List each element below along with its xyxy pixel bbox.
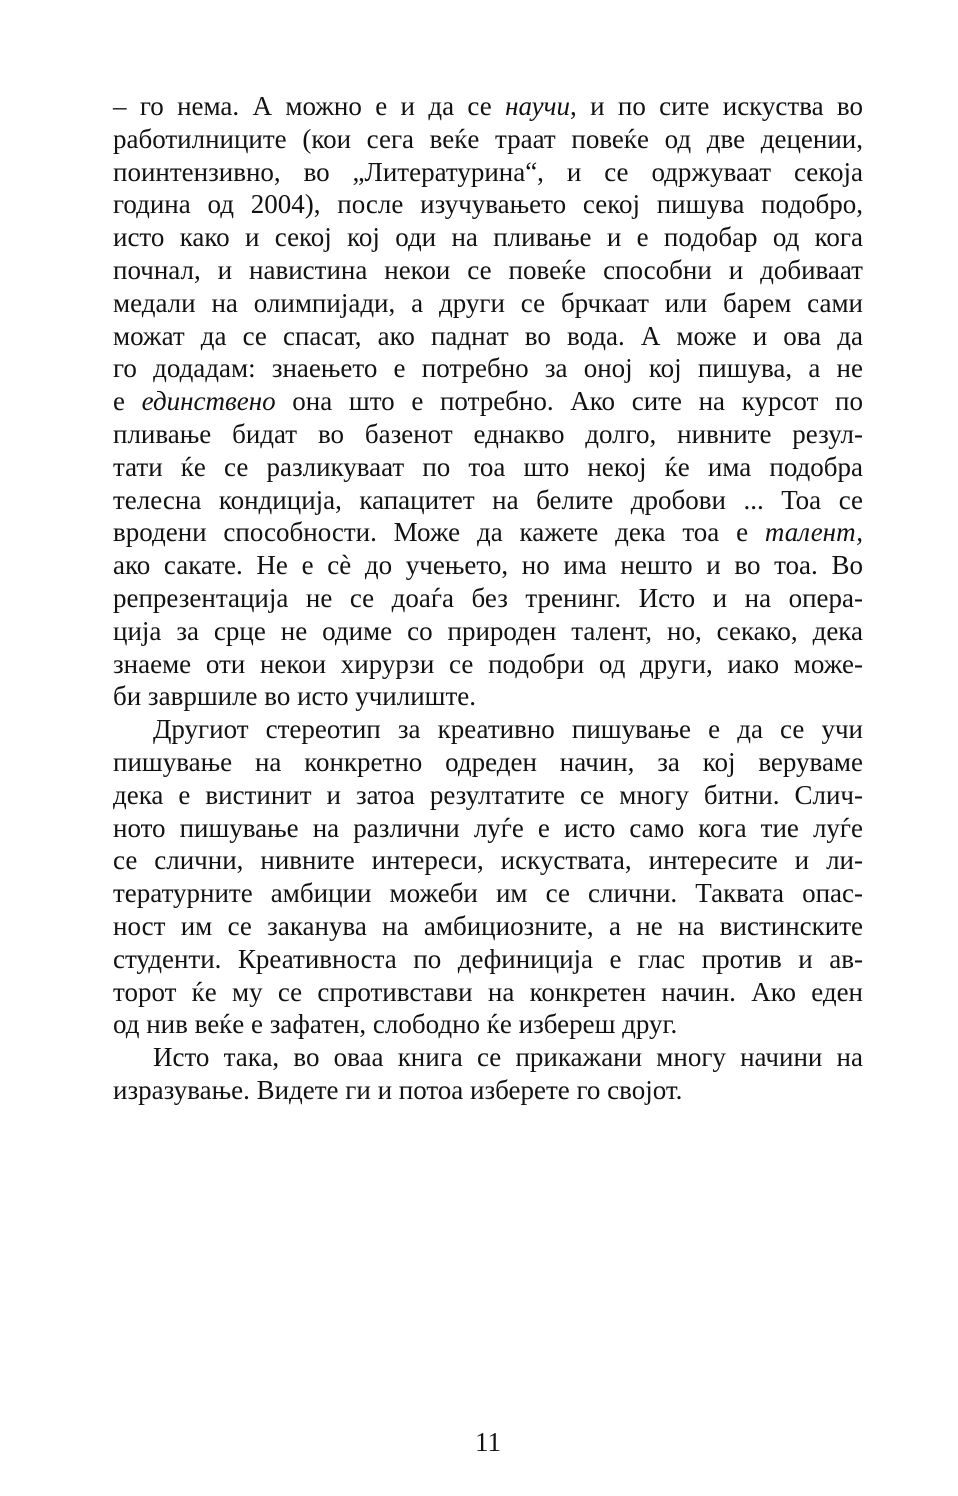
text-segment: – го нема. А можно е и да се bbox=[113, 91, 506, 121]
page-text bbox=[113, 90, 863, 1107]
text-line bbox=[113, 156, 863, 189]
text-segment: тературните амбиции можеби им се слични. Таквата опас- bbox=[113, 878, 863, 909]
text-line bbox=[113, 844, 863, 877]
text-segment: репрезентација не се доаѓа без тренинг. Исто и на опера- bbox=[113, 582, 863, 613]
text-segment: би завршиле во исто училиште. bbox=[113, 681, 476, 712]
text-line bbox=[113, 451, 863, 484]
text-segment: го додадам: знаењето е потребно за оној кој пишува, а не bbox=[113, 353, 863, 384]
text-segment: ако сакате. Не е сѐ до учењето, но има нешто и во тоа. Во bbox=[113, 550, 863, 581]
paragraph bbox=[113, 713, 863, 1041]
text-segment: од нив веќе е зафатен, слободно ќе избереш друг. bbox=[113, 1009, 678, 1040]
text-segment: изразување. Видете ги и потоа изберете го својот. bbox=[113, 1074, 683, 1105]
text-line bbox=[113, 615, 863, 648]
text-segment: , и по сите искуства во bbox=[569, 91, 863, 121]
text-segment: медали на олимпијади, а други се брчкаат или барем сами bbox=[113, 287, 863, 318]
text-segment: студенти. Креативноста по дефиниција е глас против и ав- bbox=[113, 943, 863, 974]
text-segment: работилниците (кои сега веќе траат повеќе од две децении, bbox=[113, 123, 863, 154]
text-segment: Другиот стереотип за креативно пишување е да се учи bbox=[153, 714, 863, 745]
text-segment: ција за срце не одиме со природен талент, но, секако, дека bbox=[113, 615, 863, 646]
text-line bbox=[113, 648, 863, 681]
text-segment: знаеме оти некои хирурзи се подобри од други, иако може- bbox=[113, 648, 863, 679]
italic-text: талент, bbox=[764, 517, 863, 548]
text-segment: телесна кондиција, капацитет на белите дробови ... Тоа се bbox=[113, 484, 863, 515]
text-segment: можат да се спасат, ако паднат во вода. А може и ова да bbox=[113, 320, 863, 351]
text-segment: ност им се заканува на амбициозните, а не на вистинските bbox=[113, 910, 863, 941]
text-line bbox=[113, 352, 863, 385]
paragraph bbox=[113, 90, 863, 713]
text-line bbox=[113, 549, 863, 582]
text-line bbox=[113, 713, 863, 746]
text-line bbox=[113, 812, 863, 845]
text-segment: тати ќе се разликуваат по тоа што некој ќе има подобра bbox=[113, 451, 863, 482]
text-line bbox=[113, 1074, 863, 1107]
text-line bbox=[113, 385, 863, 418]
text-segment: пишување на конкретно одреден начин, за кој веруваме bbox=[113, 746, 863, 777]
text-segment: се слични, нивните интереси, искуствата, интересите и ли- bbox=[113, 845, 863, 876]
text-line bbox=[113, 90, 863, 123]
text-line bbox=[113, 746, 863, 779]
text-line bbox=[113, 188, 863, 221]
text-line bbox=[113, 123, 863, 156]
text-segment: ното пишување на различни луѓе е исто само кога тие луѓе bbox=[113, 812, 863, 843]
text-segment: е bbox=[113, 386, 142, 417]
text-segment: дека е вистинит и затоа резултатите се многу битни. Слич- bbox=[113, 779, 863, 810]
text-segment: поинтензивно, во „Литературина“, и се одржуваат секоја bbox=[113, 156, 863, 187]
text-line bbox=[113, 320, 863, 353]
text-line bbox=[113, 484, 863, 517]
text-segment: исто како и секој кој оди на пливање и е подобар од кога bbox=[113, 222, 863, 253]
text-line bbox=[113, 910, 863, 943]
text-line bbox=[113, 877, 863, 910]
text-line bbox=[113, 1041, 863, 1074]
page-number: 11 bbox=[475, 1427, 501, 1457]
text-line bbox=[113, 943, 863, 976]
italic-text: научи bbox=[505, 91, 570, 121]
text-segment: Исто така, во оваа книга се прикажани многу начини на bbox=[153, 1042, 863, 1073]
text-line bbox=[113, 1008, 863, 1041]
text-line bbox=[113, 582, 863, 615]
text-segment: почнал, и навистина некои се повеќе способни и добиваат bbox=[113, 254, 863, 285]
text-segment: пливање бидат во базенот еднакво долго, нивните резул- bbox=[113, 418, 863, 449]
text-line bbox=[113, 516, 863, 549]
text-line bbox=[113, 221, 863, 254]
text-line bbox=[113, 418, 863, 451]
text-line bbox=[113, 680, 863, 713]
text-line bbox=[113, 976, 863, 1009]
text-segment: торот ќе му се спротивстави на конкретен начин. Ако еден bbox=[113, 976, 863, 1007]
text-line bbox=[113, 287, 863, 320]
text-segment: вродени способности. Може да кажете дека тоа е bbox=[113, 517, 765, 548]
paragraph bbox=[113, 1041, 863, 1107]
text-segment: година од 2004), после изучувањето секој пишува подобро, bbox=[113, 189, 863, 220]
italic-text: единствено bbox=[141, 386, 276, 417]
text-line bbox=[113, 254, 863, 287]
text-line bbox=[113, 779, 863, 812]
text-segment: она што е потребно. Ако сите на курсот по bbox=[275, 386, 863, 417]
